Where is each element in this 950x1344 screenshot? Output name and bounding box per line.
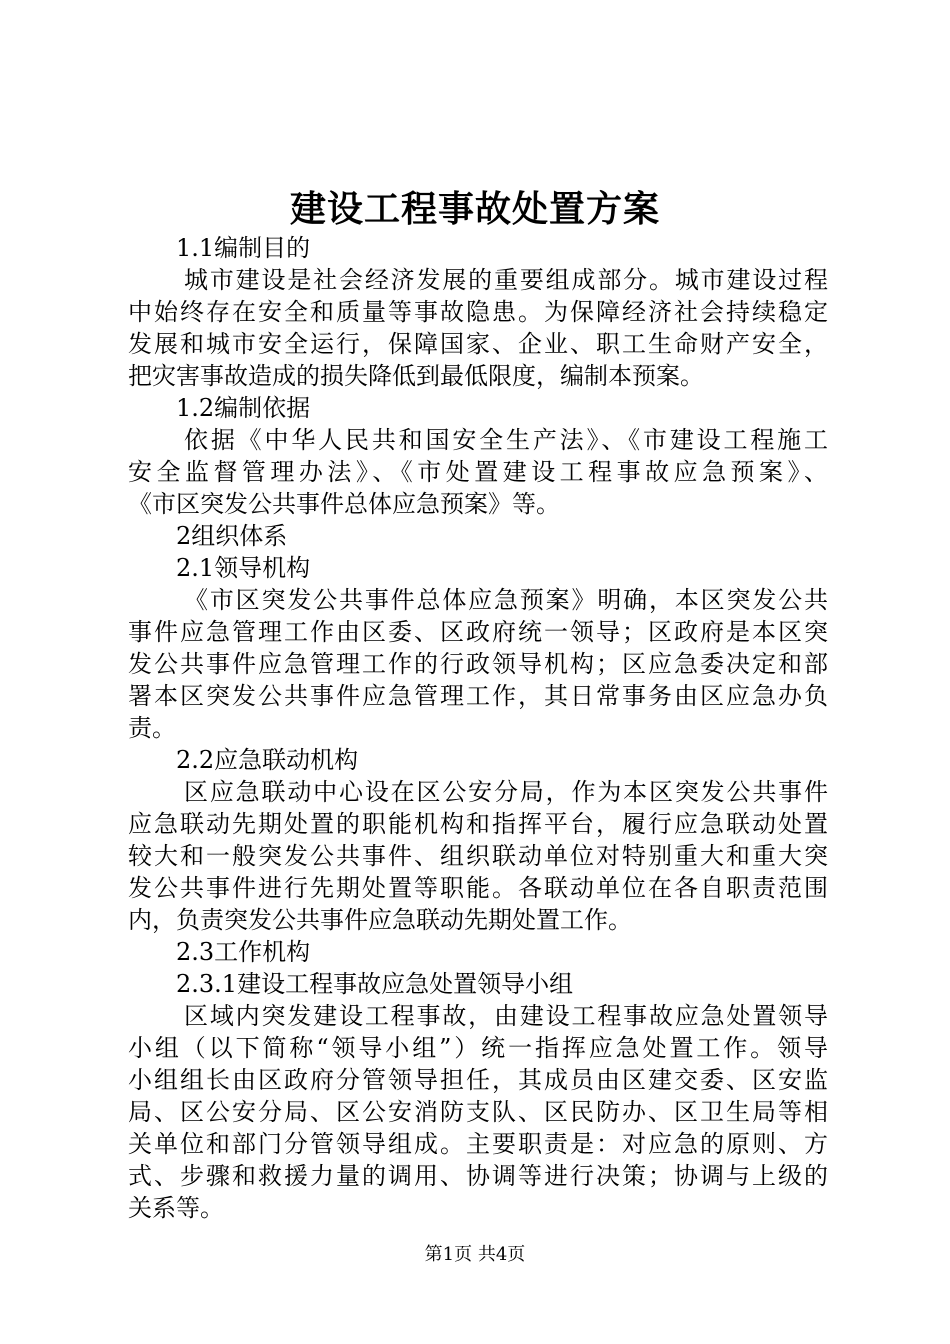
paragraph-line: 局、区公安分局、区公安消防支队、区民防办、区卫生局等相 [128,1098,828,1126]
paragraph-line: 责。 [128,714,176,742]
paragraph-line: 区应急联动中心设在区公安分局，作为本区突发公共事件 [184,778,828,806]
paragraph-line: 关系等。 [128,1194,224,1222]
paragraph-line: 发展和城市安全运行，保障国家、企业、职工生命财产安全， [128,330,828,358]
paragraph-line: 中始终存在安全和质量等事故隐患。为保障经济社会持续稳定 [128,298,828,326]
paragraph-line: 区域内突发建设工程事故，由建设工程事故应急处置领导 [184,1002,828,1030]
section-heading: 2.1领导机构 [176,554,311,582]
paragraph-line: 依据《中华人民共和国安全生产法》、《市建设工程施工 [184,426,828,454]
section-heading: 2.3.1建设工程事故应急处置领导小组 [176,970,574,998]
paragraph-line: 小组（以下简称“领导小组”）统一指挥应急处置工作。领导 [128,1034,828,1062]
paragraph-line: 内，负责突发公共事件应急联动先期处置工作。 [128,906,632,934]
page-footer: 第1页 共4页 [424,1244,526,1265]
paragraph-line: 《市区突发公共事件总体应急预案》等。 [128,490,560,518]
paragraph-line: 城市建设是社会经济发展的重要组成部分。城市建设过程 [184,266,828,294]
paragraph-line: 把灾害事故造成的损失降低到最低限度，编制本预案。 [128,362,704,390]
paragraph-line: 署本区突发公共事件应急管理工作，其日常事务由区应急办负 [128,682,828,710]
section-heading: 2.3工作机构 [176,938,311,966]
paragraph-line: 较大和一般突发公共事件、组织联动单位对特别重大和重大突 [128,842,828,870]
document-body [128,232,828,1224]
paragraph-line: 应急联动先期处置的职能机构和指挥平台，履行应急联动处置 [128,810,828,838]
section-heading: 1.1编制目的 [176,234,311,262]
paragraph-line: 《市区突发公共事件总体应急预案》明确，本区突发公共 [184,586,828,614]
section-heading: 2.2应急联动机构 [176,746,359,774]
paragraph-line: 安全监督管理办法》、《市处置建设工程事故应急预案》、 [128,458,828,486]
paragraph-line: 发公共事件应急管理工作的行政领导机构；区应急委决定和部 [128,650,828,678]
section-heading: 2组织体系 [176,522,288,550]
document-title: 建设工程事故处置方案 [289,188,660,230]
section-heading: 1.2编制依据 [176,394,311,422]
paragraph-line: 小组组长由区政府分管领导担任，其成员由区建交委、区安监 [128,1066,828,1094]
paragraph-line: 发公共事件进行先期处置等职能。各联动单位在各自职责范围 [128,874,828,902]
paragraph-line: 式、步骤和救援力量的调用、协调等进行决策；协调与上级的 [128,1162,828,1190]
paragraph-line: 事件应急管理工作由区委、区政府统一领导；区政府是本区突 [128,618,828,646]
paragraph-line: 关单位和部门分管领导组成。主要职责是：对应急的原则、方 [128,1130,828,1158]
